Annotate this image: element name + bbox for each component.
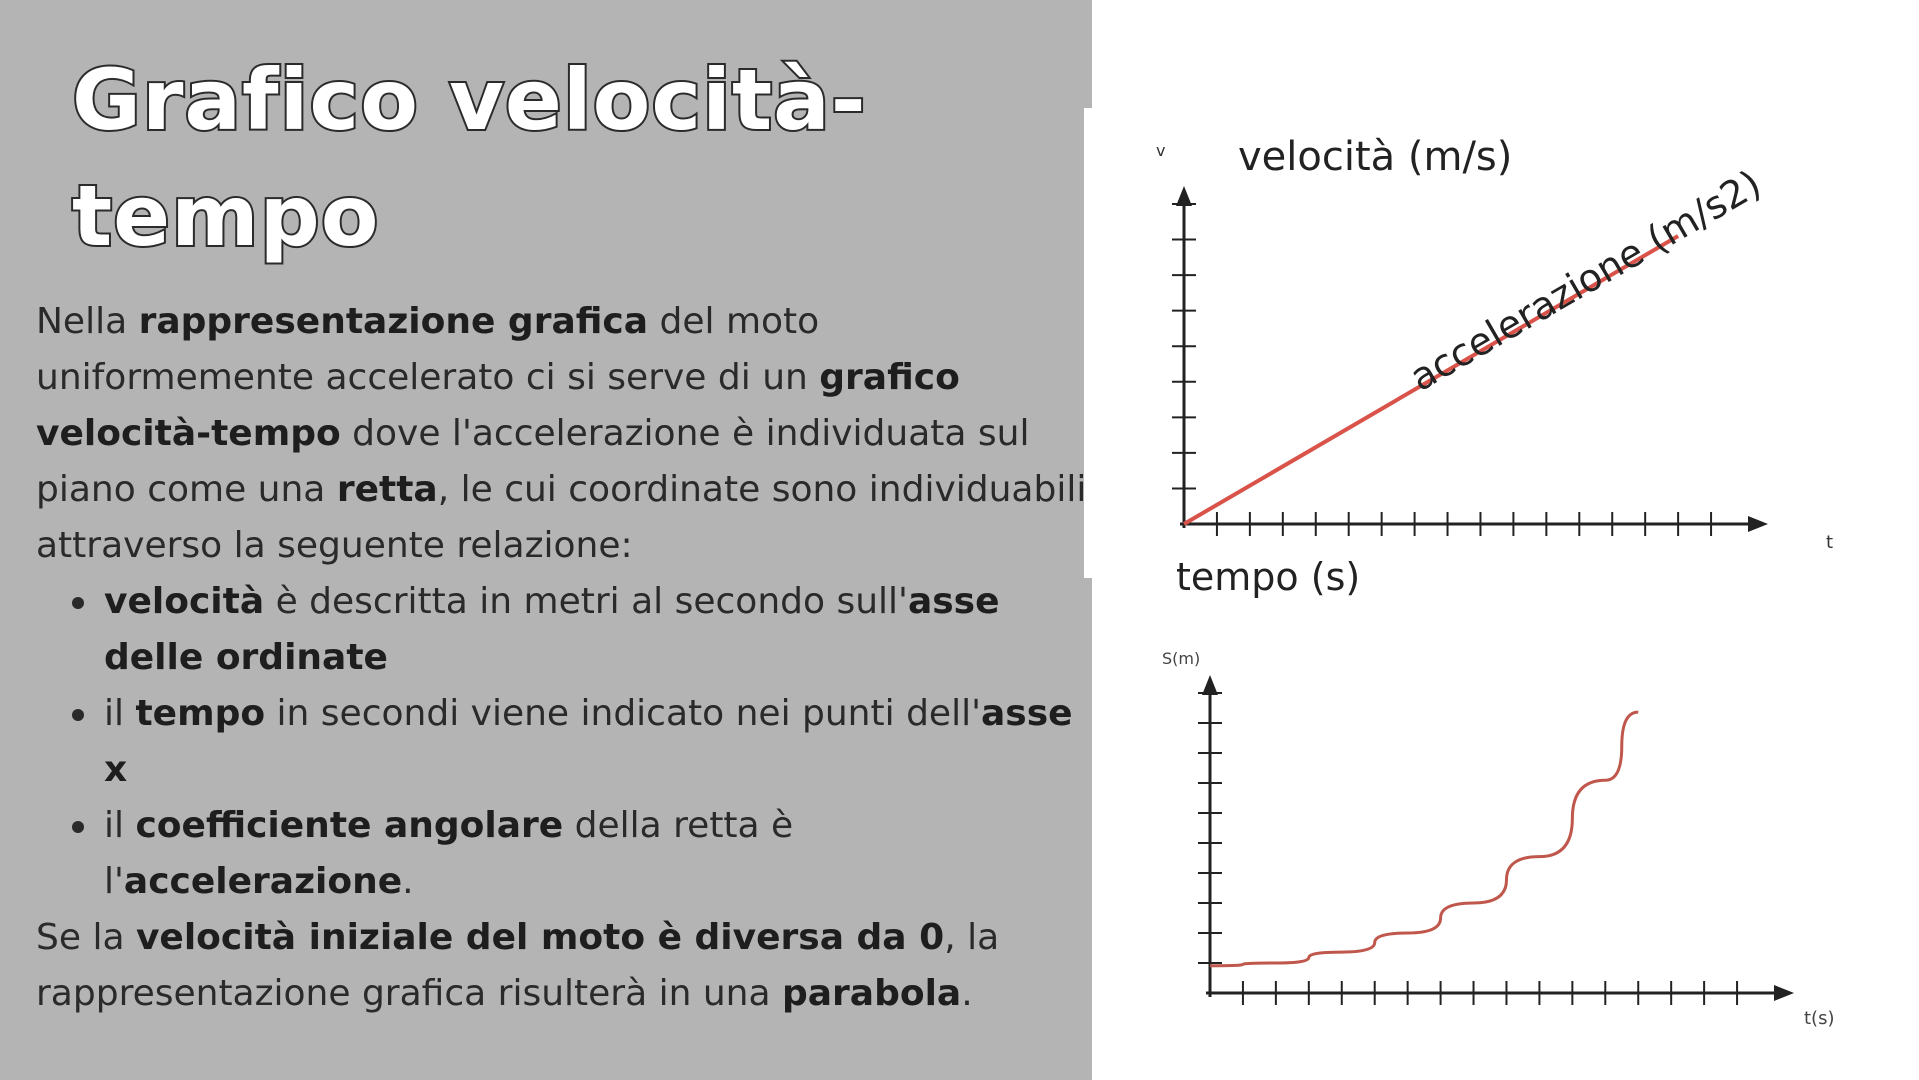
bold-run: accelerazione <box>123 861 403 902</box>
text-run: , la rappresentazione grafica risulterà in una <box>36 917 1000 1014</box>
text-run: il <box>104 805 136 846</box>
bold-run: velocità <box>104 581 265 622</box>
bullet-list <box>36 574 1092 910</box>
intro-paragraph <box>36 294 1092 574</box>
closing-paragraph <box>36 910 1092 1022</box>
text-run: del moto uniformemente accelerato ci si serve di un <box>36 301 820 398</box>
text-run: dove l'accelerazione è individuata sul piano come una <box>36 413 1030 510</box>
bold-run: grafico velocità-tempo <box>36 357 960 454</box>
text-run: della retta è l' <box>104 805 794 902</box>
bold-run: asse x <box>104 693 1073 790</box>
text-run: , le cui coordinate sono individuabili attraverso la seguente relazione: <box>36 469 1087 566</box>
x-axis-label: tempo (s) <box>1176 555 1361 599</box>
velocity-time-chart <box>1100 120 1860 610</box>
title-line-1: Grafico velocità- <box>72 51 867 149</box>
bullet-item <box>36 798 1092 910</box>
bold-run: coefficiente angolare <box>135 805 564 846</box>
space-time-chart <box>1100 630 1860 1040</box>
parabola-curve <box>1210 712 1638 966</box>
title-line-2: tempo <box>72 167 380 265</box>
acceleration-label: accelerazione (m/s2) <box>1402 161 1769 400</box>
x-axis-letter: t <box>1826 532 1834 553</box>
x-axis-arrow <box>1774 985 1794 1001</box>
text-run: in secondi viene indicato nei punti dell' <box>265 693 981 734</box>
text-run: Se la <box>36 917 136 958</box>
bullet-item <box>36 574 1092 686</box>
y-axis-label: velocità (m/s) <box>1238 134 1513 180</box>
bold-run: velocità iniziale del moto è diversa da 0 <box>135 917 945 958</box>
y-axis-arrow <box>1176 186 1192 206</box>
x-axis-label: t(s) <box>1804 1008 1835 1029</box>
bold-run: tempo <box>135 693 266 734</box>
bold-run: retta <box>336 469 438 510</box>
text-run: Nella <box>36 301 139 342</box>
text-run: il <box>104 693 136 734</box>
x-axis-arrow <box>1748 516 1768 532</box>
y-axis-label: S(m) <box>1162 649 1201 668</box>
bullet-item <box>36 686 1092 798</box>
text-run: . <box>402 861 414 902</box>
bold-run: parabola <box>781 973 962 1014</box>
slide-title <box>72 42 1072 274</box>
text-run: . <box>961 973 973 1014</box>
text-run: è descritta in metri al secondo sull' <box>264 581 908 622</box>
bold-run: asse delle ordinate <box>104 581 1000 678</box>
bold-run: rappresentazione grafica <box>138 301 649 342</box>
y-axis-letter: v <box>1156 141 1166 160</box>
slide-body <box>36 294 1092 1022</box>
y-axis-arrow <box>1202 675 1218 695</box>
